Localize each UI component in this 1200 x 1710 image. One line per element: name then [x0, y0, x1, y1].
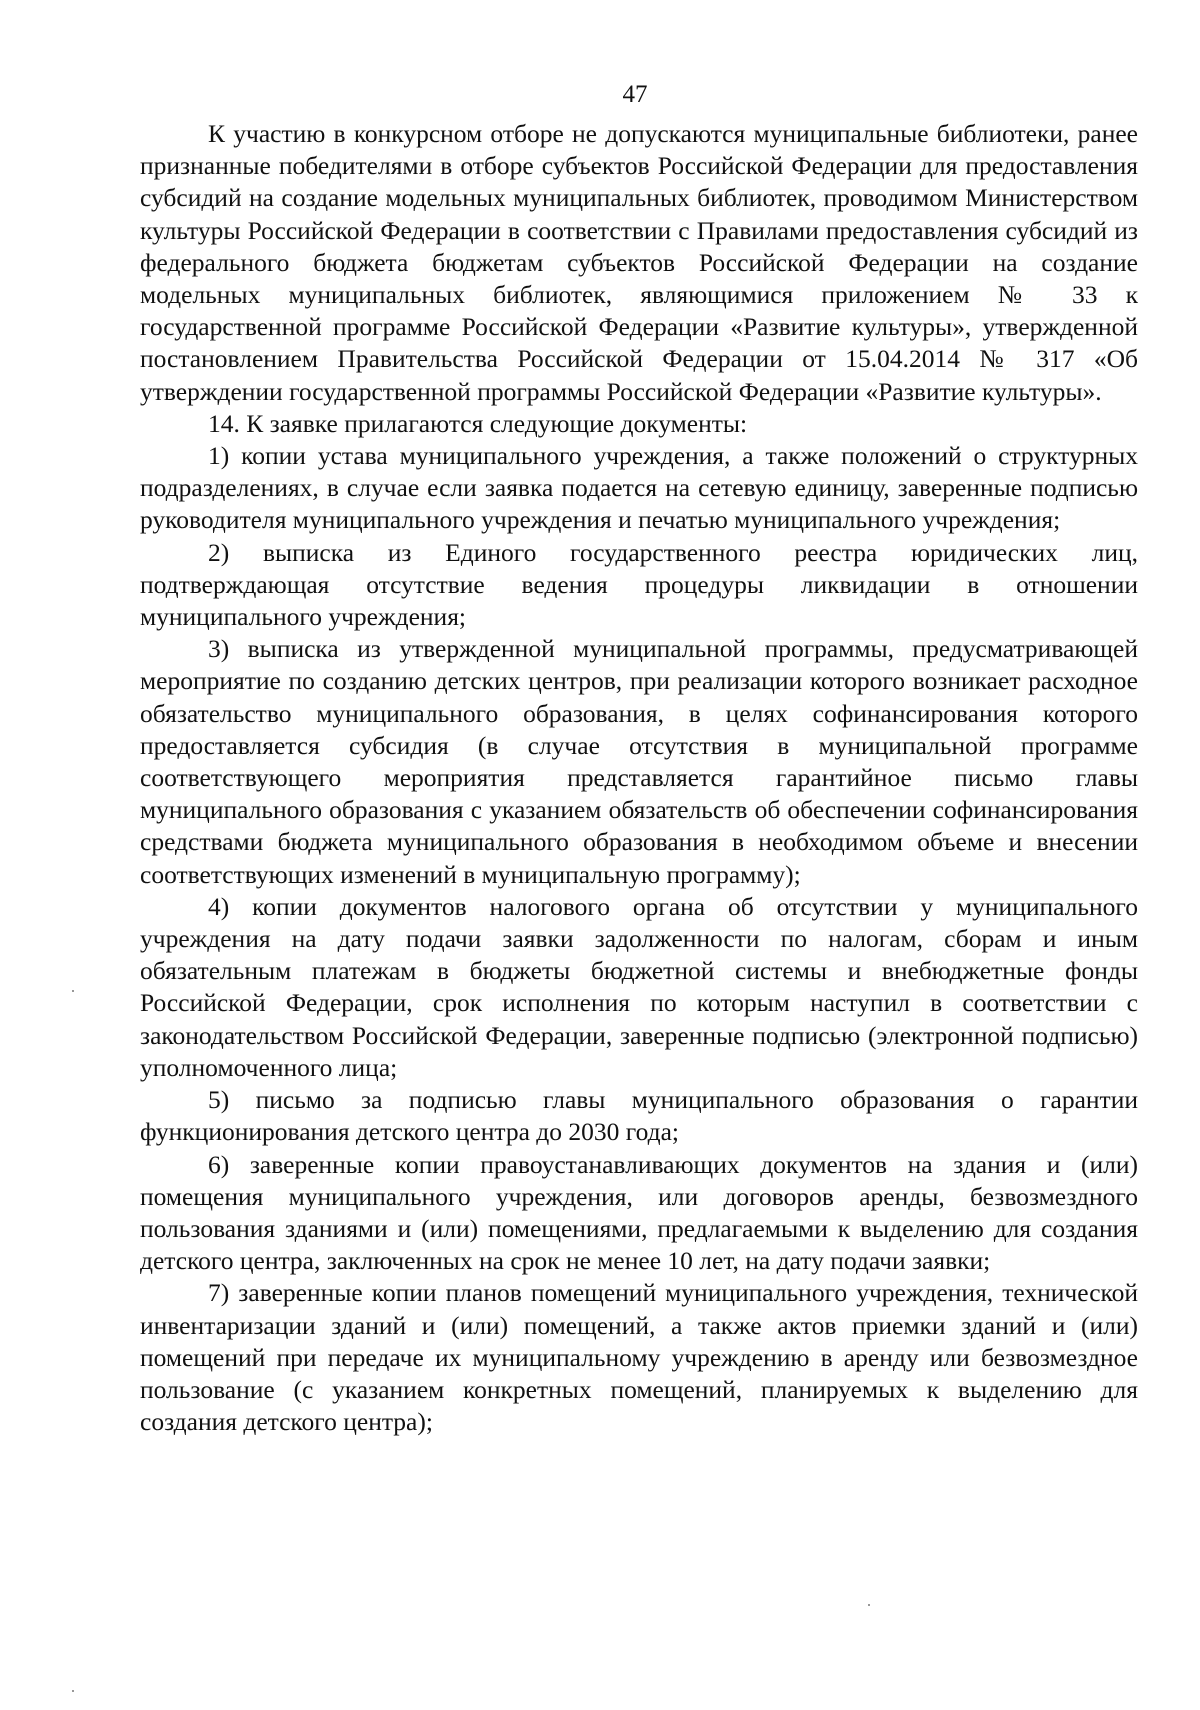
page-number: 47 — [622, 81, 648, 108]
paragraph-item-3-program-extract: 3) выписка из утвержденной муниципальной программы, предусматривающей мероприятие по созданию детских центров, при реализации которого возникает расходное обязательство муниципального образования, в целях софинансирования которого предоставляется субсидия (в случае отсутствия в муниципальной программе соответствующего мероприятия представляется гарантийное письмо главы муниципального образования с указанием обязательств об обеспечении софинансирования средствами бюджета муниципального образования в необходимом объеме и внесении соответствующих изменений в муниципальную программу); — [140, 634, 1138, 889]
scan-speck — [72, 1690, 74, 1692]
paragraph-section-14-heading: 14. К заявке прилагаются следующие документы: — [208, 408, 748, 438]
scan-speck — [868, 1604, 870, 1606]
paragraph-item-6-title-documents: 6) заверенные копии правоустанавливающих документов на здания и (или) помещения муниципального учреждения, или договоров аренды, безвозмездного пользования зданиями и (или) помещениями, предлагаемыми к выделению для создания детского центра, заключенных на срок не менее 10 лет, на дату подачи заявки; — [140, 1149, 1138, 1276]
paragraph-item-1-charter-copies: 1) копии устава муниципального учреждения, а также положений о структурных подразделениях, в случае если заявка подается на сетевую единицу, заверенные подписью руководителя муниципального учреждения и печатью муниципального учреждения; — [140, 441, 1138, 535]
paragraph-item-4-tax-documents: 4) копии документов налогового органа об отсутствии у муниципального учреждения на дату подачи заявки задолженности по налогам, сборам и иным обязательным платежам в бюджеты бюджетной системы и внебюджетные фонды Российской Федерации, срок исполнения по которым наступил в соответствии с законодательством Российской Федерации, заверенные подписью (электронной подписью) уполномоченного лица; — [140, 891, 1138, 1082]
paragraph-exclusion-rule: К участию в конкурсном отборе не допускаются муниципальные библиотеки, ранее признанные победителями в отборе субъектов Российской Федерации для предоставления субсидий на создание модельных муниципальных библиотек, проводимом Министерством культуры Российской Федерации в соответствии с Правилами предоставления субсидий из федерального бюджета бюджетам субъектов Российской Федерации на создание модельных муниципальных библиотек, являющимися приложением № 33 к государственной программе Российской Федерации «Развитие культуры», утвержденной постановлением Правительства Российской Федерации от 15.04.2014 № 317 «Об утверждении государственной программы Российской Федерации «Развитие культуры». — [140, 119, 1138, 406]
paragraph-item-7-floor-plans: 7) заверенные копии планов помещений муниципального учреждения, технической инвентаризации зданий и (или) помещений, а также актов приемки зданий и (или) помещений при передаче их муниципальному учреждению в аренду или безвозмездное пользование (с указанием конкретных помещений, планируемых к выделению для создания детского центра); — [140, 1278, 1138, 1437]
paragraph-item-2-registry-extract: 2) выписка из Единого государственного реестра юридических лиц, подтверждающая отсутствие ведения процедуры ликвидации в отношении муниципального учреждения; — [140, 537, 1138, 632]
document-body — [140, 118, 1138, 1438]
scan-speck — [72, 990, 74, 992]
paragraph-item-5-guarantee-letter: 5) письмо за подписью главы муниципального образования о гарантии функционирования детского центра до 2030 года; — [140, 1085, 1138, 1147]
